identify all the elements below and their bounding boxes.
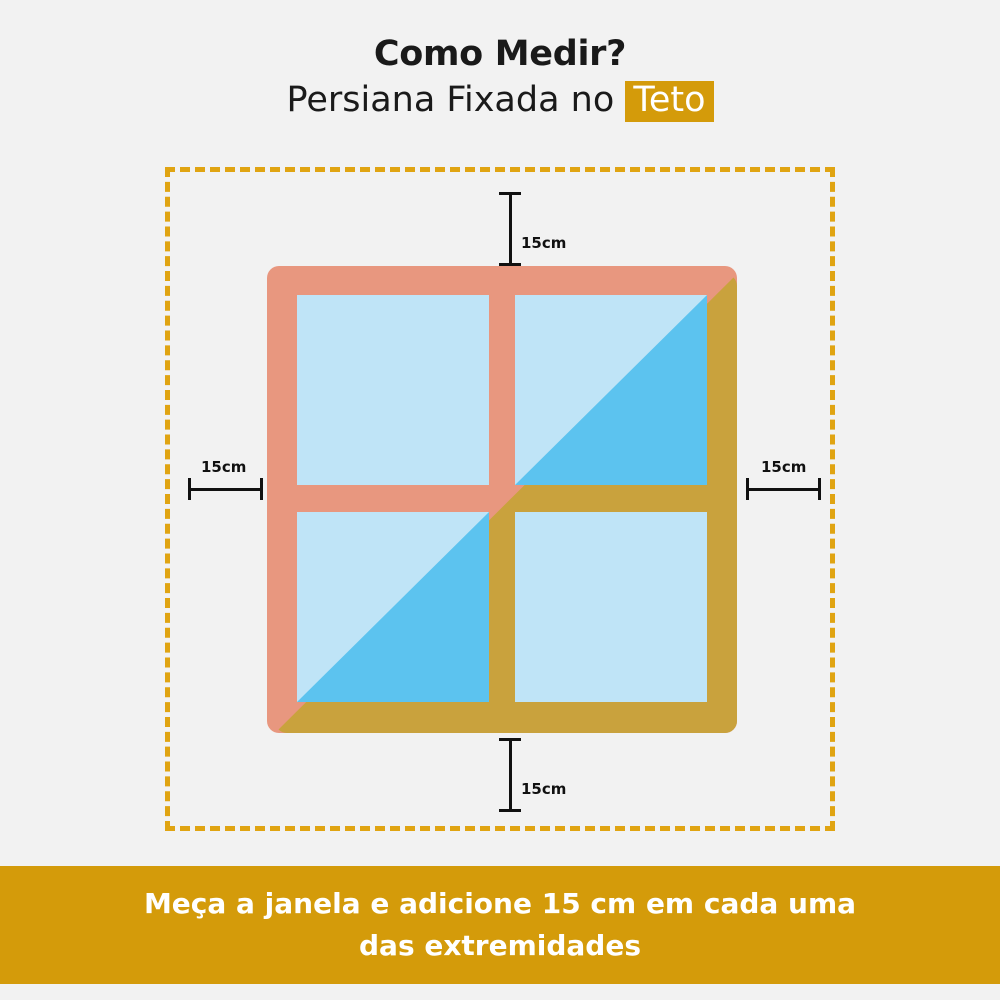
- subtitle-prefix: Persiana Fixada no: [286, 80, 626, 121]
- window-pane-top-left: [297, 295, 489, 485]
- footer-banner: [0, 866, 1000, 984]
- window-pane-bottom-right: [515, 512, 707, 702]
- page-title: Como Medir?: [373, 34, 627, 74]
- window-glass-area: [297, 295, 707, 702]
- subtitle-highlight: Teto: [625, 81, 713, 122]
- dimension-label-top: 15cm: [521, 234, 567, 252]
- dimension-line-icon: [746, 488, 821, 491]
- dimension-label-bottom: 15cm: [521, 780, 567, 798]
- dimension-cap-icon: [499, 809, 521, 812]
- window-pane-bottom-left: [297, 512, 489, 702]
- dimension-label-left: 15cm: [201, 458, 247, 476]
- title-block: [0, 34, 1000, 122]
- dimension-line-icon: [509, 738, 512, 812]
- page-subtitle: [0, 80, 1000, 122]
- pane-shade-triangle: [297, 512, 489, 702]
- pane-shade-triangle: [515, 295, 707, 485]
- footer-text-line-2: das extremidades: [359, 929, 641, 962]
- window-pane-top-right: [515, 295, 707, 485]
- window-illustration: [267, 266, 737, 733]
- dimension-cap-icon: [260, 478, 263, 500]
- dimension-label-right: 15cm: [761, 458, 807, 476]
- dimension-cap-icon: [818, 478, 821, 500]
- footer-text-line-1: Meça a janela e adicione 15 cm em cada uma: [143, 887, 857, 920]
- dimension-line-icon: [188, 488, 263, 491]
- dimension-cap-icon: [499, 263, 521, 266]
- dimension-line-icon: [509, 192, 512, 266]
